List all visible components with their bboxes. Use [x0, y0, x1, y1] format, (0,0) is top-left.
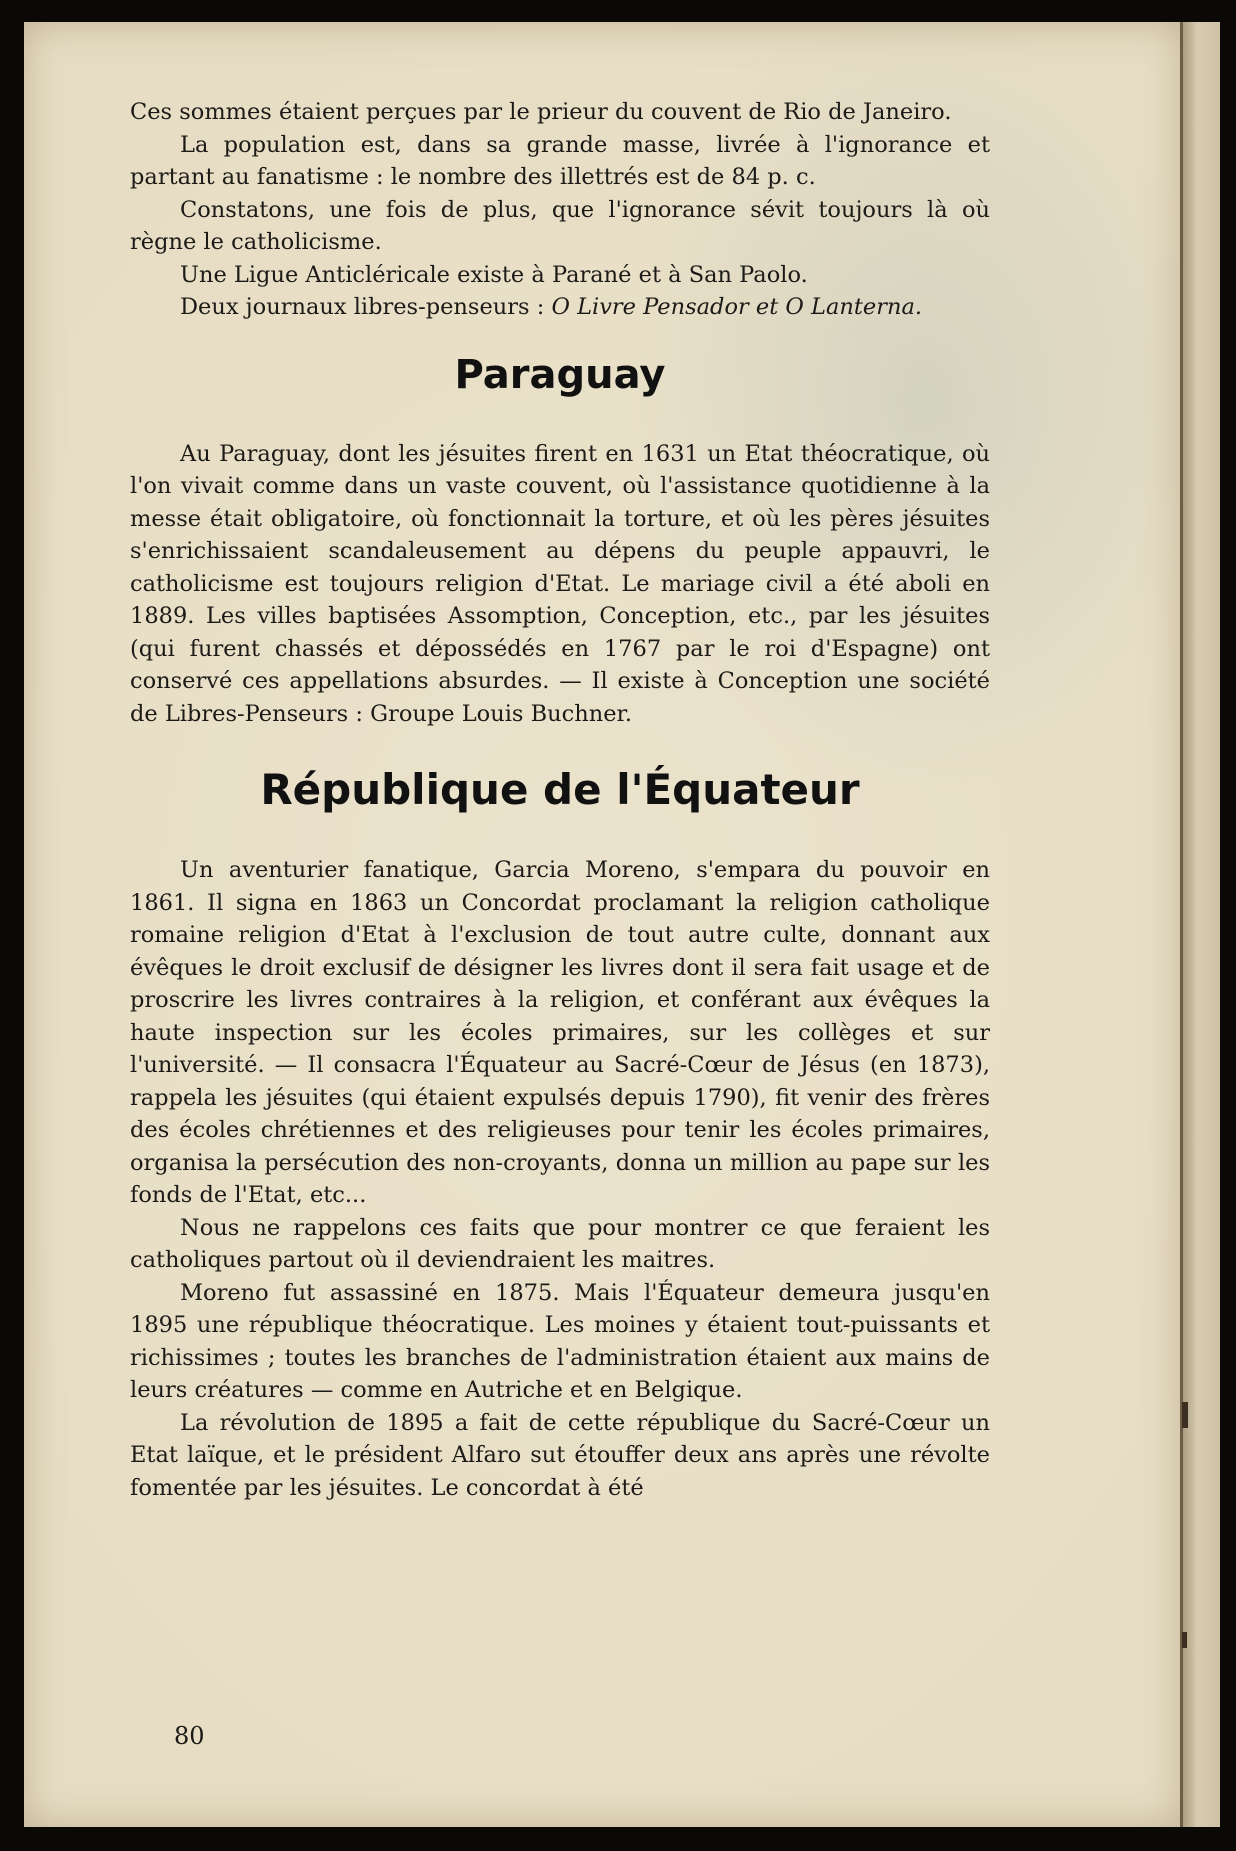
- section-heading-paraguay: Paraguay: [454, 351, 666, 398]
- newspaper-titles: O Livre Pensador et O Lanterna.: [551, 294, 923, 320]
- paragraph: Constatons, une fois de plus, que l'ignorance sévit toujours là où règne le catholicisme.: [130, 196, 990, 255]
- page-edge: [1180, 22, 1183, 1827]
- binding-mark: [1182, 1632, 1187, 1648]
- paragraph: Ces sommes étaient perçues par le prieur du couvent de Rio de Janeiro.: [130, 99, 952, 125]
- paragraph: Nous ne rappelons ces faits que pour montrer ce que feraient les catholiques partout où il deviendraient les maitres.: [130, 1214, 990, 1273]
- paragraph: La révolution de 1895 a fait de cette république du Sacré-Cœur un Etat laïque, et le président Alfaro sut étouffer deux ans après une révolte fomentée par les jésuites. Le concordat à été: [130, 1409, 990, 1501]
- paragraph-text: Deux journaux libres-penseurs :: [180, 294, 552, 320]
- book-spine: [1182, 22, 1220, 1827]
- paragraph: [130, 291, 990, 324]
- paragraph: Une Ligue Anticléricale existe à Parané et à San Paolo.: [180, 261, 808, 288]
- paragraph: Un aventurier fanatique, Garcia Moreno, s'empara du pouvoir en 1861. Il signa en 1863 un Concordat proclamant la religion catholique romaine religion d'Etat à l'exclusion de tout autre culte, donnant aux évêques le droit exclusif de désigner les livres dont il sera fait usage et de proscrire les livres contraires à la religion, et conférant aux évêques la haute inspection sur les écoles primaires, sur les collèges et sur l'université. — Il consacra l'Équateur au Sacré-Cœur de Jésus (en 1873), rappela les jésuites (qui étaient expulsés depuis 1790), fit venir des frères des écoles chrétiennes et des religieuses pour tenir les écoles primaires, organisa la persécution des non-croyants, donna un million au pape sur les fonds de l'Etat, etc...: [130, 857, 990, 1208]
- section-heading-equateur: République de l'Équateur: [260, 765, 860, 814]
- page-number: 80: [174, 1722, 205, 1750]
- paragraph: La population est, dans sa grande masse, livrée à l'ignorance et partant au fanatisme : le nombre des illettrés est de 84 p. c.: [130, 131, 990, 190]
- paragraph: Au Paraguay, dont les jésuites firent en 1631 un Etat théocratique, où l'on vivait comme dans un vaste couvent, où l'assistance quotidienne à la messe était obligatoire, où fonctionnait la torture, et où les pères jésuites s'enrichissaient scandaleusement au dépens du peuple appauvri, le catholicisme est toujours religion d'Etat. Le mariage civil a été aboli en 1889. Les villes baptisées Assomption, Conception, etc., par les jésuites (qui furent chassés et dépossédés en 1767 par le roi d'Espagne) ont conservé ces appellations absurdes. — Il existe à Conception une société de Libres-Penseurs : Groupe Louis Buchner.: [130, 440, 990, 727]
- paragraph: Moreno fut assassiné en 1875. Mais l'Équateur demeura jusqu'en 1895 une république théocratique. Les moines y étaient tout-puissants et richissimes ; toutes les branches de l'administration étaient aux mains de leurs créatures — comme en Autriche et en Belgique.: [130, 1279, 990, 1403]
- binding-mark: [1182, 1402, 1188, 1428]
- page-text: [130, 96, 990, 1504]
